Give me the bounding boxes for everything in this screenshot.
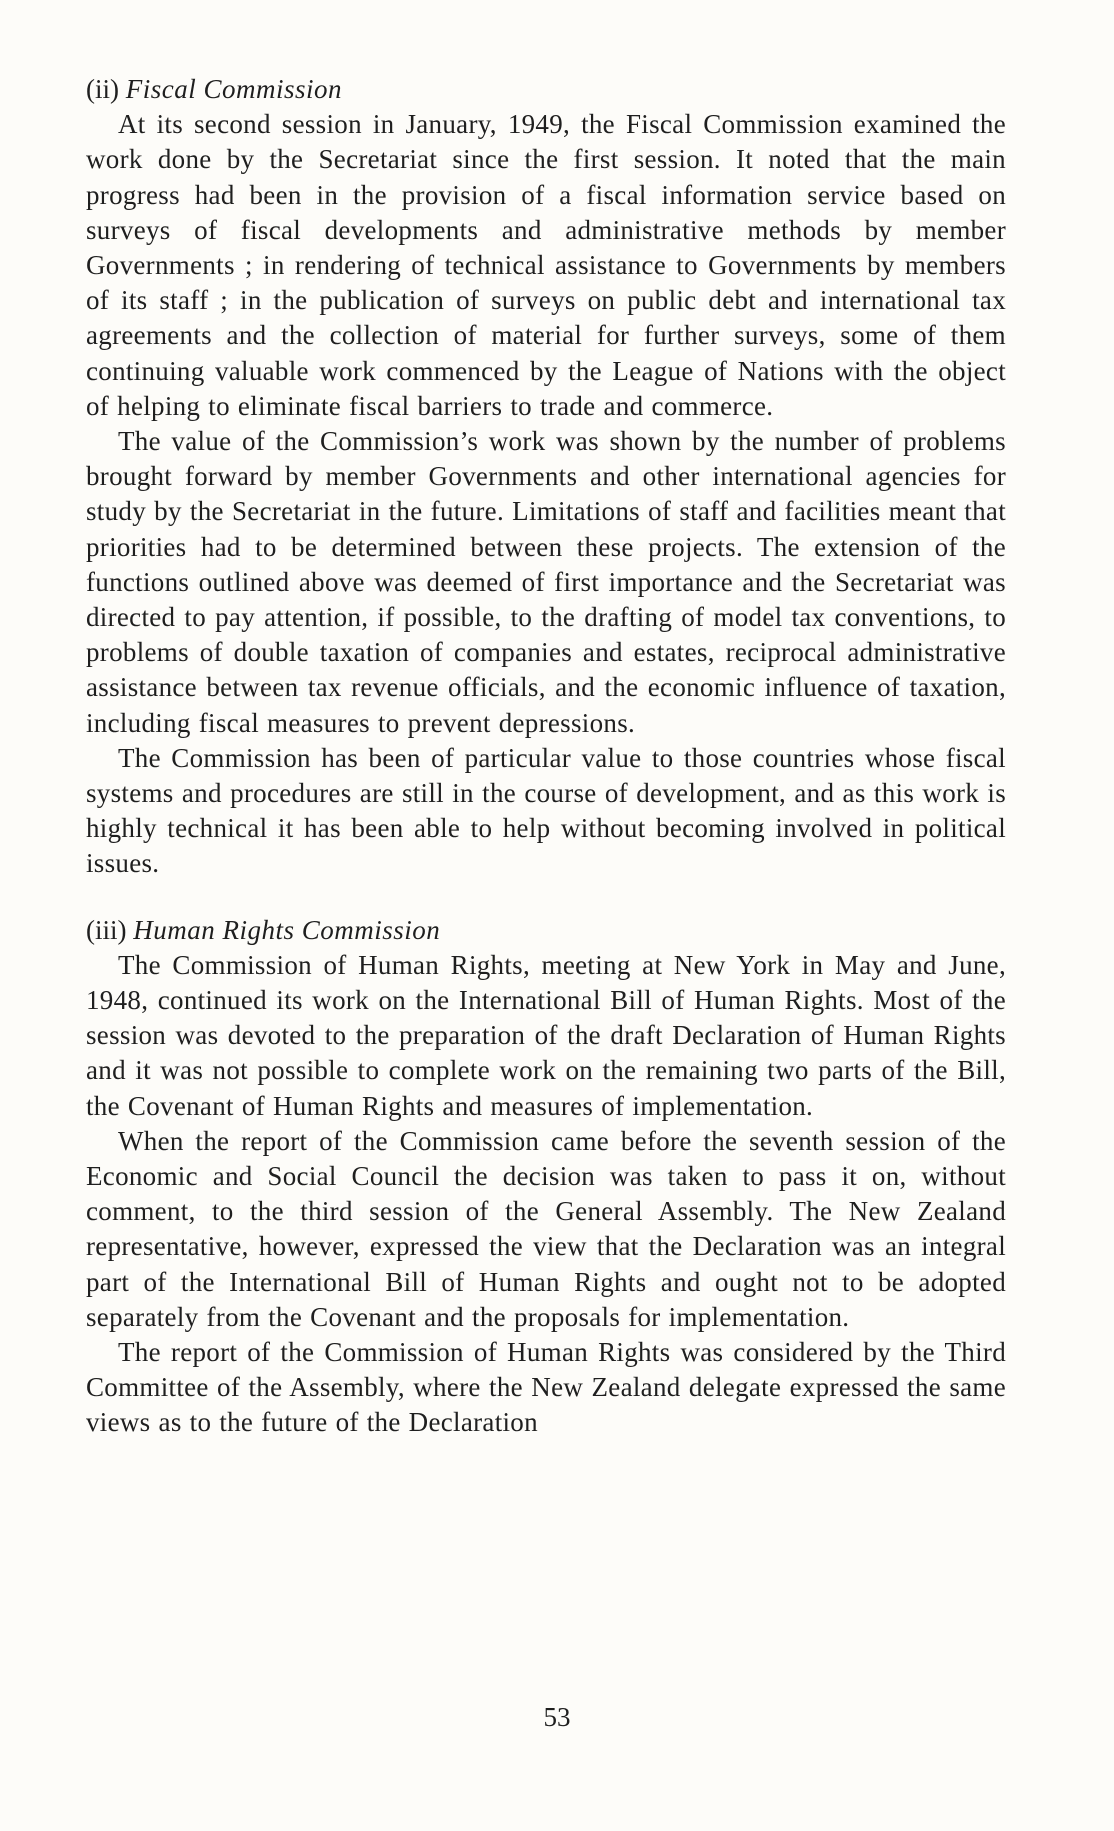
section-heading-fiscal-commission xyxy=(86,72,1006,107)
paragraph: The Commission of Human Rights, meeting at New York in May and June, 1948, continued its work on the International Bill of Human Rights. Most of the session was devoted to the preparation of the draft Declaration of Human Rights and it was not possible to complete work on the remaining two parts of the Bill, the Covenant of Human Rights and measures of implementation. xyxy=(86,949,1006,1121)
section-title: Fiscal Commission xyxy=(125,74,343,104)
section-title: Human Rights Commission xyxy=(133,914,441,945)
paragraph: At its second session in January, 1949, the Fiscal Commission examined the work done by the Secretariat since the first session. It noted that the main progress had been in the provision of a fiscal information service based on surveys of fiscal developments and administrative methods by member Governments ; in rendering of technical assistance to Governments by members of its staff ; in the publication of surveys on public debt and international tax agreements and the collection of material for further surveys, some of them continuing valuable work commenced by the League of Nations with the object of helping to eliminate fiscal barriers to trade and commerce. xyxy=(86,109,1006,421)
page-body xyxy=(86,72,1006,1441)
paragraph: The Commission has been of particular value to those countries whose fiscal systems and procedures are still in the course of development, and as this work is highly technical it has been able to help without becoming involved in political issues. xyxy=(86,742,1006,879)
section-spacer xyxy=(86,882,1006,913)
paragraph: The report of the Commission of Human Rights was considered by the Third Committee of the Assembly, where the New Zealand delegate expressed the same views as to the future of the Declaration xyxy=(86,1337,1006,1438)
paragraph: The value of the Commission’s work was shown by the number of problems brought forward by member Governments and other international agencies for study by the Secretariat in the future. Limitations of staff and facilities meant that priorities had to be determined between these projects. The extension of the functions outlined above was deemed of first importance and the Secretariat was directed to pay attention, if possible, to the drafting of model tax conventions, to problems of double taxation of companies and estates, reciprocal administrative assistance between tax revenue officials, and the economic influence of taxation, including fiscal measures to prevent depressions. xyxy=(86,426,1006,738)
section-number: (ii) xyxy=(86,74,119,104)
paragraph: When the report of the Commission came before the seventh session of the Economic and Social Council the decision was taken to pass it on, without comment, to the third session of the General Assembly. The New Zealand representative, however, expressed the view that the Declaration was an integral part of the International Bill of Human Rights and ought not to be adopted separately from the Covenant and the proposals for implementation. xyxy=(86,1125,1006,1332)
section-number: (iii) xyxy=(86,914,127,945)
page-number: 53 xyxy=(543,1702,571,1732)
section-heading-human-rights-commission xyxy=(86,913,1006,948)
